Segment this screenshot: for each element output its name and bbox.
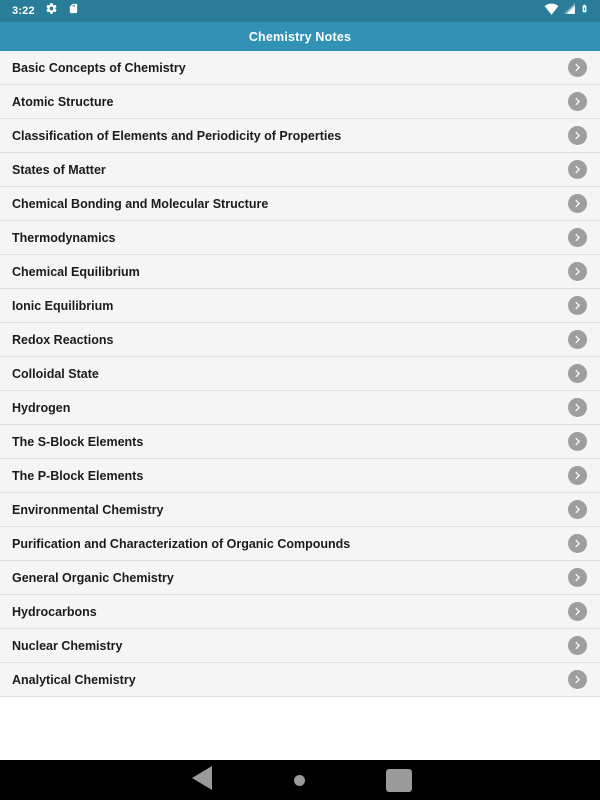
sd-card-icon [68, 2, 79, 20]
status-bar-right [544, 1, 589, 21]
chevron-right-icon [568, 568, 587, 587]
chevron-right-icon [568, 602, 587, 621]
list-item-label: Basic Concepts of Chemistry [12, 60, 186, 75]
list-item-label: Purification and Characterization of Organic Compounds [12, 536, 351, 551]
chevron-right-icon [568, 432, 587, 451]
chevron-right-icon [568, 126, 587, 145]
list-item[interactable] [0, 459, 600, 493]
home-circle-icon [294, 775, 305, 786]
list-item[interactable] [0, 357, 600, 391]
list-item[interactable] [0, 663, 600, 697]
clock-text: 3:22 [12, 5, 35, 17]
list-item[interactable] [0, 527, 600, 561]
list-item[interactable] [0, 425, 600, 459]
list-item[interactable] [0, 255, 600, 289]
list-item-label: Chemical Bonding and Molecular Structure [12, 196, 269, 211]
status-bar [0, 0, 600, 22]
recents-square-icon [386, 769, 412, 792]
cellular-signal-icon [563, 2, 576, 20]
list-item[interactable] [0, 323, 600, 357]
chevron-right-icon [568, 534, 587, 553]
recents-button[interactable] [386, 769, 412, 792]
back-triangle-icon [189, 765, 213, 796]
list-item[interactable] [0, 629, 600, 663]
list-item[interactable] [0, 595, 600, 629]
list-item-label: Thermodynamics [12, 230, 116, 245]
home-button[interactable] [294, 775, 305, 786]
list-item-label: Hydrocarbons [12, 604, 97, 619]
chevron-right-icon [568, 160, 587, 179]
list-item-label: Atomic Structure [12, 94, 114, 109]
content-empty-area [0, 697, 600, 760]
list-item[interactable] [0, 51, 600, 85]
chevron-right-icon [568, 228, 587, 247]
list-item-label: Classification of Elements and Periodicity of Properties [12, 128, 342, 143]
list-item-label: Analytical Chemistry [12, 672, 136, 687]
battery-charging-icon [580, 1, 589, 21]
page-title: Chemistry Notes [248, 29, 352, 44]
list-item[interactable] [0, 187, 600, 221]
list-item[interactable] [0, 221, 600, 255]
list-item[interactable] [0, 153, 600, 187]
list-item[interactable] [0, 493, 600, 527]
chapter-list [0, 51, 600, 697]
chevron-right-icon [568, 398, 587, 417]
app-bar [0, 22, 600, 51]
list-item-label: Redox Reactions [12, 332, 114, 347]
list-item-label: The P-Block Elements [12, 468, 144, 483]
list-item-label: Nuclear Chemistry [12, 638, 123, 653]
list-item-label: Hydrogen [12, 400, 71, 415]
chevron-right-icon [568, 194, 587, 213]
list-item[interactable] [0, 119, 600, 153]
chevron-right-icon [568, 92, 587, 111]
list-item[interactable] [0, 391, 600, 425]
list-item-label: Environmental Chemistry [12, 502, 164, 517]
list-item-label: States of Matter [12, 162, 106, 177]
list-item-label: Chemical Equilibrium [12, 264, 140, 279]
list-item[interactable] [0, 85, 600, 119]
chevron-right-icon [568, 262, 587, 281]
settings-gear-icon [45, 2, 58, 20]
chevron-right-icon [568, 500, 587, 519]
chevron-right-icon [568, 58, 587, 77]
list-item-label: Ionic Equilibrium [12, 298, 114, 313]
list-item-label: The S-Block Elements [12, 434, 144, 449]
chevron-right-icon [568, 670, 587, 689]
list-item[interactable] [0, 561, 600, 595]
list-item-label: Colloidal State [12, 366, 99, 381]
chevron-right-icon [568, 330, 587, 349]
chevron-right-icon [568, 364, 587, 383]
list-item[interactable] [0, 289, 600, 323]
status-bar-left [12, 2, 79, 20]
chevron-right-icon [568, 466, 587, 485]
navigation-bar [0, 760, 600, 800]
back-button[interactable] [189, 765, 213, 796]
wifi-icon [544, 2, 559, 20]
list-item-label: General Organic Chemistry [12, 570, 174, 585]
chevron-right-icon [568, 296, 587, 315]
chevron-right-icon [568, 636, 587, 655]
